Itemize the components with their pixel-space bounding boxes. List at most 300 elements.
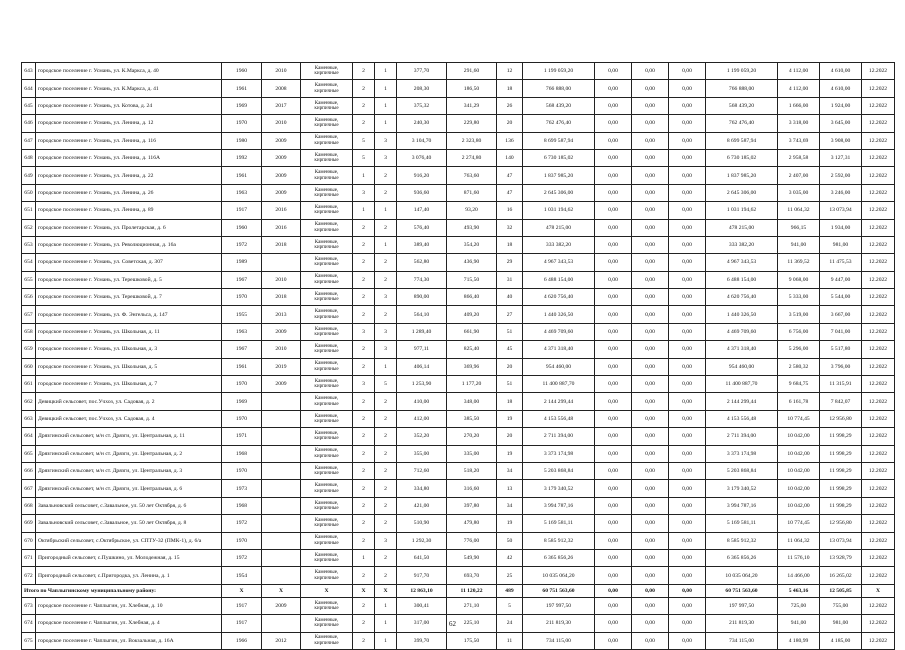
cell-entrances: 3 — [375, 149, 397, 166]
cell-residents: 19 — [497, 410, 523, 427]
cell-entrances: 1 — [375, 597, 397, 614]
cell-fund-share-3: 0,00 — [669, 254, 706, 271]
cell-unit-cost-limit: 13 073,94 — [820, 532, 862, 549]
cell-residents: 12 — [497, 63, 523, 80]
cell-deadline: 12.2022 — [862, 515, 895, 532]
cell-year-repair — [262, 445, 301, 462]
cell-owner-funds: 211 819,30 — [706, 615, 778, 632]
cell-fund-share-2: 0,00 — [632, 410, 669, 427]
cell-unit-cost-limit: 13 073,94 — [820, 202, 862, 219]
cell-fund-share-3: 0,00 — [669, 497, 706, 514]
cell-row-number: 653 — [22, 236, 36, 253]
cell-total-area: 977,11 — [397, 341, 447, 358]
cell-wall-material: Каменные, кирпичные — [301, 497, 353, 514]
cell-total-area: 936,60 — [397, 184, 447, 201]
cell-deadline: 12.2022 — [862, 341, 895, 358]
cell-fund-share-2: 0,00 — [632, 615, 669, 632]
cell-repair-cost: 6 730 185,02 — [523, 149, 595, 166]
cell-fund-share-1: 0,00 — [595, 358, 632, 375]
cell-living-area: 93,20 — [447, 202, 497, 219]
cell-wall-material: Каменные, кирпичные — [301, 462, 353, 479]
cell-repair-cost: 3 994 787,16 — [523, 497, 595, 514]
cell-fund-share-3: 0,00 — [669, 549, 706, 566]
cell-entrances: 2 — [375, 462, 397, 479]
cell-address: Октябрьский сельсовет, с.Октябрьское, ул. СПТУ-32 (ПМК-1), д. 6/а — [36, 532, 222, 549]
cell-entrances: 3 — [375, 323, 397, 340]
cell-fund-share-3: 0,00 — [669, 289, 706, 306]
cell-entrances: 2 — [375, 497, 397, 514]
cell-living-area: 186,50 — [447, 80, 497, 97]
cell-year-repair — [262, 480, 301, 497]
cell-repair-cost: 568 439,20 — [523, 97, 595, 114]
table-row — [22, 567, 895, 584]
cell-row-number: 655 — [22, 271, 36, 288]
cell-unit-cost-limit: 16 265,02 — [820, 567, 862, 584]
cell-deadline: 12.2022 — [862, 323, 895, 340]
cell-entrances: 2 — [375, 410, 397, 427]
cell-residents: 19 — [497, 515, 523, 532]
cell-repair-cost: 2 645 306,00 — [523, 184, 595, 201]
cell-total-area: 1 292,30 — [397, 532, 447, 549]
cell-residents: 51 — [497, 376, 523, 393]
cell-total-area: 3 076,40 — [397, 149, 447, 166]
cell-fund-share-1: 0,00 — [595, 323, 632, 340]
cell-fund-share-1: 0,00 — [595, 515, 632, 532]
cell-year-built: 1980 — [222, 132, 262, 149]
cell-address: городское поселение г. Усмань, ул. Ленина, д. 12 — [36, 115, 222, 132]
cell-living-area: 385,50 — [447, 410, 497, 427]
cell-entrances: 2 — [375, 254, 397, 271]
cell-year-built: 1970 — [222, 462, 262, 479]
cell-row-number: 669 — [22, 515, 36, 532]
cell-address: городское поселение г. Усмань, ул. Школьная, д. 11 — [36, 323, 222, 340]
cell-fund-share-3: 0,00 — [669, 567, 706, 584]
cell-fund-share-2: 0,00 — [632, 515, 669, 532]
cell-year-built: 1961 — [222, 167, 262, 184]
cell-year-built: 1960 — [222, 63, 262, 80]
cell-living-area: 348,00 — [447, 393, 497, 410]
table-row — [22, 393, 895, 410]
cell-fund-share-3: 0,00 — [669, 532, 706, 549]
cell-total-area: 399,70 — [397, 632, 447, 649]
cell-address: городское поселение г. Усмань, ул. Школьная, д. 5 — [36, 358, 222, 375]
cell-entrances: 2 — [375, 445, 397, 462]
cell-year-repair — [262, 532, 301, 549]
cell-residents: 27 — [497, 306, 523, 323]
cell-fund-share-2: 0,00 — [632, 632, 669, 649]
cell-fund-share-2: 0,00 — [632, 63, 669, 80]
cell-living-area: 270,20 — [447, 428, 497, 445]
cell-wall-material: Каменные, кирпичные — [301, 410, 353, 427]
table-row — [22, 254, 895, 271]
cell-floors: 2 — [353, 428, 375, 445]
cell-unit-cost-limit: 3 667,00 — [820, 306, 862, 323]
cell-repair-cost: 211 819,30 — [523, 615, 595, 632]
cell-fund-share-3: 0,00 — [669, 376, 706, 393]
cell-living-area: 369,96 — [447, 358, 497, 375]
cell-living-area: 518,20 — [447, 462, 497, 479]
cell-unit-cost-limit: 4 185,00 — [820, 632, 862, 649]
cell-floors: 1 — [353, 202, 375, 219]
cell-fund-share-1: 0,00 — [595, 549, 632, 566]
cell-deadline: 12.2022 — [862, 480, 895, 497]
cell-total-area: 774,30 — [397, 271, 447, 288]
cell-fund-share-3: 0,00 — [669, 632, 706, 649]
cell-deadline: 12.2022 — [862, 615, 895, 632]
table-row — [22, 445, 895, 462]
cell-total-area: 641,50 — [397, 549, 447, 566]
cell-deadline: 12.2022 — [862, 445, 895, 462]
cell-wall-material: Каменные, кирпичные — [301, 254, 353, 271]
cell-row-number: 663 — [22, 410, 36, 427]
cell-deadline: 12.2022 — [862, 597, 895, 614]
cell-entrances: 1 — [375, 97, 397, 114]
cell-year-built: 1966 — [222, 632, 262, 649]
cell-entrances: 2 — [375, 428, 397, 445]
cell-repair-cost: 333 382,20 — [523, 236, 595, 253]
cell-unit-cost-limit: 11 475,53 — [820, 254, 862, 271]
cell-fund-share-2: 0,00 — [632, 80, 669, 97]
cell-repair-cost: 1 837 985,20 — [523, 167, 595, 184]
cell-owner-funds: 3 994 787,16 — [706, 497, 778, 514]
cell-year-repair: 2010 — [262, 341, 301, 358]
cell-residents: 34 — [497, 497, 523, 514]
table-row — [22, 341, 895, 358]
cell-fund-share-3: 0,00 — [669, 97, 706, 114]
cell-fund-share-1: 0,00 — [595, 115, 632, 132]
cell-year-built: 1970 — [222, 410, 262, 427]
cell-fund-share-3: 0,00 — [669, 341, 706, 358]
cell-unit-cost-limit: 3 246,00 — [820, 184, 862, 201]
cell-floors: 3 — [353, 323, 375, 340]
cell-entrances: 1 — [375, 632, 397, 649]
cell-year-repair: 2009 — [262, 167, 301, 184]
cell-year-repair: 2016 — [262, 202, 301, 219]
table-row — [22, 271, 895, 288]
cell-fund-share-1: 0,00 — [595, 497, 632, 514]
cell-floors: 2 — [353, 462, 375, 479]
cell-row-number: 644 — [22, 80, 36, 97]
cell-total-area: 147,40 — [397, 202, 447, 219]
cell-wall-material: Каменные, кирпичные — [301, 289, 353, 306]
cell-unit-cost-limit: 11 998,29 — [820, 480, 862, 497]
cell-residents: 18 — [497, 393, 523, 410]
cell-total-area: 300,41 — [397, 597, 447, 614]
cell-deadline: 12.2022 — [862, 532, 895, 549]
cell-repair-cost: 4 469 709,60 — [523, 323, 595, 340]
cell-repair-cost: 10 035 064,20 — [523, 567, 595, 584]
cell-wall-material: Каменные, кирпичные — [301, 567, 353, 584]
cell-unit-cost: 9 684,75 — [778, 376, 820, 393]
cell-fund-share-1: 0,00 — [595, 97, 632, 114]
cell-fund-share-1: 0,00 — [595, 532, 632, 549]
cell-floors: 2 — [353, 63, 375, 80]
cell-year-repair: 2012 — [262, 632, 301, 649]
cell-deadline: 12.2022 — [862, 497, 895, 514]
cell-unit-cost: 14 466,00 — [778, 567, 820, 584]
cell-unit-cost: 2 580,32 — [778, 358, 820, 375]
cell-fund-share-1: 0,00 — [595, 167, 632, 184]
cell-living-area: 341,29 — [447, 97, 497, 114]
cell-unit-cost-limit: 11 315,91 — [820, 376, 862, 393]
cell-repair-cost: 4 371 318,40 — [523, 341, 595, 358]
cell-fund-share-2: 0,00 — [632, 115, 669, 132]
cell-wall-material: Каменные, кирпичные — [301, 393, 353, 410]
cell-fund-share-1: 0,00 — [595, 149, 632, 166]
cell-fund-share-2: 0,00 — [632, 480, 669, 497]
cell-entrances: 1 — [375, 63, 397, 80]
cell-unit-cost-limit: 7 041,00 — [820, 323, 862, 340]
cell-unit-cost: 2 407,00 — [778, 167, 820, 184]
cell-year-repair: 2013 — [262, 306, 301, 323]
total-unit-limit: 12 505,85 — [820, 584, 862, 597]
cell-owner-funds: 8 699 587,94 — [706, 132, 778, 149]
cell-owner-funds: 4 153 556,48 — [706, 410, 778, 427]
cell-owner-funds: 8 585 912,32 — [706, 532, 778, 549]
cell-total-area: 208,30 — [397, 80, 447, 97]
cell-row-number: 673 — [22, 597, 36, 614]
cell-year-repair: 2010 — [262, 115, 301, 132]
cell-residents: 136 — [497, 132, 523, 149]
cell-row-number: 671 — [22, 549, 36, 566]
cell-fund-share-1: 0,00 — [595, 597, 632, 614]
cell-owner-funds: 4 967 343,53 — [706, 254, 778, 271]
cell-fund-share-2: 0,00 — [632, 306, 669, 323]
total-section — [22, 584, 895, 597]
cell-fund-share-2: 0,00 — [632, 289, 669, 306]
cell-year-repair: 2009 — [262, 132, 301, 149]
cell-wall-material: Каменные, кирпичные — [301, 428, 353, 445]
cell-floors: 2 — [353, 615, 375, 632]
cell-year-built: 1960 — [222, 219, 262, 236]
cell-owner-funds: 1 031 194,62 — [706, 202, 778, 219]
cell-floors: 2 — [353, 480, 375, 497]
cell-address: городское поселение г. Чаплыгин, ул. Хлебная, д. 10 — [36, 597, 222, 614]
cell-total-area: 355,00 — [397, 445, 447, 462]
table-row — [22, 236, 895, 253]
cell-address: городское поселение г. Усмань, ул. К.Маркса, д. 41 — [36, 80, 222, 97]
cell-unit-cost-limit: 1 924,00 — [820, 97, 862, 114]
cell-repair-cost: 1 031 194,62 — [523, 202, 595, 219]
cell-unit-cost-limit: 3 908,00 — [820, 132, 862, 149]
cell-year-built: 1967 — [222, 341, 262, 358]
cell-wall-material: Каменные, кирпичные — [301, 615, 353, 632]
cell-fund-share-1: 0,00 — [595, 306, 632, 323]
cell-year-built: 1917 — [222, 202, 262, 219]
cell-total-area: 510,90 — [397, 515, 447, 532]
table-row — [22, 149, 895, 166]
cell-living-area: 354,20 — [447, 236, 497, 253]
cell-year-built: 1917 — [222, 615, 262, 632]
cell-repair-cost: 6 365 856,26 — [523, 549, 595, 566]
cell-owner-funds: 2 144 299,44 — [706, 393, 778, 410]
cell-unit-cost-limit: 11 998,29 — [820, 428, 862, 445]
cell-year-repair — [262, 567, 301, 584]
cell-fund-share-2: 0,00 — [632, 167, 669, 184]
total-fund1: 0,00 — [595, 584, 632, 597]
cell-entrances: 2 — [375, 271, 397, 288]
cell-fund-share-1: 0,00 — [595, 341, 632, 358]
cell-year-repair: 2019 — [262, 358, 301, 375]
cell-repair-cost: 734 115,00 — [523, 632, 595, 649]
cell-living-area: 229,80 — [447, 115, 497, 132]
cell-unit-cost-limit: 2 592,00 — [820, 167, 862, 184]
cell-address: Пригородный сельсовет, с.Пригородка, ул. Ленина, д. 1 — [36, 567, 222, 584]
cell-living-area: 316,60 — [447, 480, 497, 497]
cell-row-number: 652 — [22, 219, 36, 236]
cell-fund-share-3: 0,00 — [669, 202, 706, 219]
cell-deadline: 12.2022 — [862, 184, 895, 201]
cell-living-area: 866,40 — [447, 289, 497, 306]
cell-year-built: 1970 — [222, 532, 262, 549]
cell-floors: 2 — [353, 80, 375, 97]
total-floors: X — [353, 584, 375, 597]
cell-total-area: 375,32 — [397, 97, 447, 114]
cell-total-area: 412,00 — [397, 410, 447, 427]
cell-year-repair: 2009 — [262, 597, 301, 614]
cell-fund-share-1: 0,00 — [595, 615, 632, 632]
cell-deadline: 12.2022 — [862, 202, 895, 219]
cell-repair-cost: 3 373 174,98 — [523, 445, 595, 462]
cell-floors: 1 — [353, 549, 375, 566]
cell-owner-funds: 1 440 326,50 — [706, 306, 778, 323]
cell-unit-cost: 941,00 — [778, 615, 820, 632]
cell-unit-cost: 11 064,32 — [778, 532, 820, 549]
cell-living-area: 271,10 — [447, 597, 497, 614]
cell-repair-cost: 4 967 343,53 — [523, 254, 595, 271]
cell-floors: 2 — [353, 236, 375, 253]
table-row — [22, 410, 895, 427]
cell-fund-share-1: 0,00 — [595, 410, 632, 427]
cell-fund-share-2: 0,00 — [632, 567, 669, 584]
cell-repair-cost: 8 699 587,94 — [523, 132, 595, 149]
cell-fund-share-1: 0,00 — [595, 184, 632, 201]
cell-unit-cost: 5 333,00 — [778, 289, 820, 306]
cell-wall-material: Каменные, кирпичные — [301, 480, 353, 497]
cell-unit-cost-limit: 3 796,00 — [820, 358, 862, 375]
cell-wall-material: Каменные, кирпичные — [301, 445, 353, 462]
total-rep: X — [262, 584, 301, 597]
cell-year-repair — [262, 497, 301, 514]
cell-year-built: 1970 — [222, 289, 262, 306]
cell-deadline: 12.2022 — [862, 410, 895, 427]
table-row — [22, 358, 895, 375]
cell-living-area: 871,60 — [447, 184, 497, 201]
cell-unit-cost: 1 666,00 — [778, 97, 820, 114]
cell-entrances: 1 — [375, 80, 397, 97]
table-row — [22, 376, 895, 393]
cell-year-repair: 2009 — [262, 149, 301, 166]
cell-total-area: 389,40 — [397, 236, 447, 253]
cell-unit-cost-limit: 11 998,29 — [820, 445, 862, 462]
cell-year-built: 1968 — [222, 445, 262, 462]
cell-deadline: 12.2022 — [862, 63, 895, 80]
cell-entrances: 1 — [375, 115, 397, 132]
cell-unit-cost-limit: 12 956,80 — [820, 515, 862, 532]
cell-repair-cost: 8 585 912,32 — [523, 532, 595, 549]
cell-deadline: 12.2022 — [862, 632, 895, 649]
cell-residents: 42 — [497, 549, 523, 566]
cell-deadline: 12.2022 — [862, 97, 895, 114]
cell-year-repair — [262, 515, 301, 532]
cell-wall-material: Каменные, кирпичные — [301, 132, 353, 149]
cell-owner-funds: 1 837 985,20 — [706, 167, 778, 184]
cell-unit-cost-limit: 5 517,80 — [820, 341, 862, 358]
cell-wall-material: Каменные, кирпичные — [301, 323, 353, 340]
cell-fund-share-2: 0,00 — [632, 184, 669, 201]
cell-living-area: 335,00 — [447, 445, 497, 462]
cell-owner-funds: 197 997,50 — [706, 597, 778, 614]
cell-floors: 2 — [353, 393, 375, 410]
table-row — [22, 549, 895, 566]
cell-unit-cost: 966,15 — [778, 219, 820, 236]
cell-year-built: 1963 — [222, 323, 262, 340]
cell-entrances: 2 — [375, 167, 397, 184]
table-row — [22, 497, 895, 514]
cell-fund-share-1: 0,00 — [595, 393, 632, 410]
cell-wall-material: Каменные, кирпичные — [301, 271, 353, 288]
cell-unit-cost: 3 035,00 — [778, 184, 820, 201]
housing-register-table — [21, 62, 895, 650]
cell-year-repair — [262, 254, 301, 271]
cell-owner-funds: 4 620 756,40 — [706, 289, 778, 306]
cell-unit-cost: 11 576,10 — [778, 549, 820, 566]
cell-unit-cost: 725,00 — [778, 597, 820, 614]
cell-unit-cost-limit: 11 998,29 — [820, 462, 862, 479]
cell-floors: 2 — [353, 289, 375, 306]
cell-floors: 2 — [353, 254, 375, 271]
cell-wall-material: Каменные, кирпичные — [301, 219, 353, 236]
cell-address: Завальновский сельсовет, с.Завальное, ул. 50 лет Октября, д. 8 — [36, 515, 222, 532]
cell-address: городское поселение г. Усмань, ул. Ленина, д. 116А — [36, 149, 222, 166]
cell-row-number: 648 — [22, 149, 36, 166]
cell-wall-material: Каменные, кирпичные — [301, 236, 353, 253]
cell-wall-material: Каменные, кирпичные — [301, 358, 353, 375]
cell-year-repair — [262, 549, 301, 566]
cell-address: городское поселение г. Усмань, ул. Советская, д. 307 — [36, 254, 222, 271]
cell-row-number: 651 — [22, 202, 36, 219]
cell-fund-share-2: 0,00 — [632, 254, 669, 271]
cell-residents: 19 — [497, 445, 523, 462]
cell-year-repair: 2016 — [262, 219, 301, 236]
cell-floors: 2 — [353, 597, 375, 614]
cell-address: городское поселение г. Усмань, ул. Ленина, д. 22 — [36, 167, 222, 184]
cell-year-repair: 2010 — [262, 271, 301, 288]
cell-repair-cost: 766 888,00 — [523, 80, 595, 97]
cell-owner-funds: 478 215,00 — [706, 219, 778, 236]
cell-unit-cost-limit: 4 610,00 — [820, 80, 862, 97]
cell-repair-cost: 6 488 154,00 — [523, 271, 595, 288]
cell-owner-funds: 5 169 581,11 — [706, 515, 778, 532]
cell-living-area: 225,10 — [447, 615, 497, 632]
cell-living-area: 549,90 — [447, 549, 497, 566]
cell-fund-share-1: 0,00 — [595, 632, 632, 649]
cell-fund-share-2: 0,00 — [632, 532, 669, 549]
cell-entrances: 3 — [375, 532, 397, 549]
cell-fund-share-3: 0,00 — [669, 184, 706, 201]
cell-wall-material: Каменные, кирпичные — [301, 532, 353, 549]
cell-owner-funds: 734 115,00 — [706, 632, 778, 649]
cell-address: Дрязгинский сельсовет, м/н ст. Дрязги, ул. Центральная, д. 2 — [36, 445, 222, 462]
cell-fund-share-3: 0,00 — [669, 393, 706, 410]
table-row — [22, 323, 895, 340]
cell-unit-cost-limit: 9 447,00 — [820, 271, 862, 288]
cell-fund-share-3: 0,00 — [669, 149, 706, 166]
cell-address: городское поселение г. Усмань, ул. К.Маркса, д. 40 — [36, 63, 222, 80]
register-sheet — [21, 62, 886, 650]
total-area: 12 863,10 — [397, 584, 447, 597]
cell-owner-funds: 762 476,40 — [706, 115, 778, 132]
